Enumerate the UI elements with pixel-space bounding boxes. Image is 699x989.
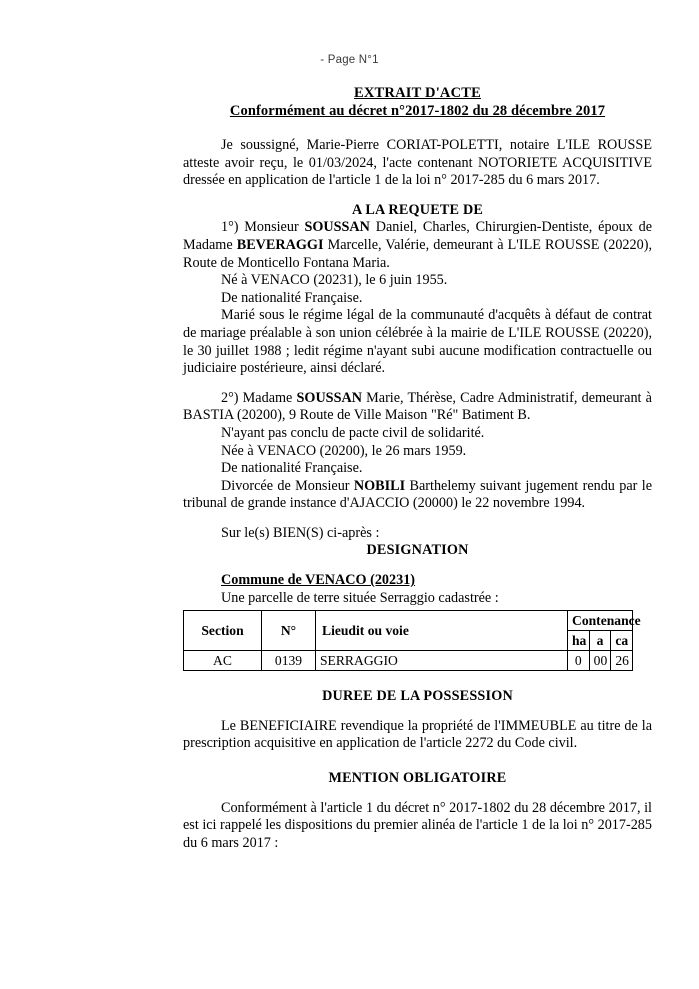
person1-matrimonial-regime: Marié sous le régime légal de la communauté d'acquêts à défaut de contrat de mariage préalable à son union célébrée à la mairie de L'ILE ROUSSE (20220), le 30 juillet 1988 ; ledit régime n'ayant subi aucune modification contractuelle ou judiciaire postérieure, ainsi déclaré. [183, 307, 652, 377]
person1-identity [183, 219, 652, 272]
intro-paragraph: Je soussigné, Marie-Pierre CORIAT-POLETTI, notaire L'ILE ROUSSE atteste avoir reçu, le 01/03/2024, l'acte contenant NOTORIETE ACQUISITIVE dressée en application de l'article 1 de la loi n° 2017-285 du 6 mars 2017. [183, 137, 652, 189]
person2-surname: SOUSSAN [296, 389, 362, 406]
document-body [183, 85, 652, 852]
th-ha: ha [568, 631, 590, 651]
parcel-intro: Une parcelle de terre située Serraggio cadastrée : [221, 589, 499, 606]
person1-birth: Né à VENACO (20231), le 6 juin 1955. [221, 272, 448, 289]
person2-pacs: N'ayant pas conclu de pacte civil de solidarité. [221, 424, 485, 441]
duree-heading: DUREE DE LA POSSESSION [322, 688, 513, 705]
person2-identity [183, 390, 652, 425]
biens-lead: Sur le(s) BIEN(S) ci-après : [221, 524, 380, 541]
table-row [184, 651, 633, 671]
commune-label: Commune de VENACO (20231) [221, 572, 416, 589]
th-section: Section [184, 611, 262, 651]
document-title: EXTRAIT D'ACTE [353, 85, 482, 101]
cell-section: AC [184, 651, 262, 671]
person1-spouse-details: Marcelle, Valérie, demeurant à L'ILE ROUSSE (20220), Route de Monticello Fontana Maria. [183, 236, 652, 271]
person2-divorce-surname: NOBILI [353, 477, 406, 494]
designation-heading: DESIGNATION [366, 542, 469, 559]
parcelles-table [183, 610, 641, 671]
person2-divorce [183, 478, 652, 513]
th-a: a [589, 631, 611, 651]
person2-birth: Née à VENACO (20200), le 26 mars 1959. [221, 442, 467, 459]
parcelles-table-head [184, 611, 641, 651]
person2-marker: 2°) Madame [221, 389, 297, 406]
page-number-label: - Page N°1 [320, 54, 379, 66]
parcelles-table-body [184, 651, 633, 671]
cell-lieudit: SERRAGGIO [316, 651, 568, 671]
person1-nationality: De nationalité Française. [221, 289, 363, 306]
th-ca: ca [611, 631, 633, 651]
person1-marker: 1°) Monsieur [221, 219, 305, 236]
person2-divorce-prefix: Divorcée de Monsieur [221, 477, 354, 494]
duree-paragraph: Le BENEFICIAIRE revendique la propriété de l'IMMEUBLE au titre de la prescription acquisitive en application de l'article 2272 du Code civil. [183, 717, 652, 752]
th-contenance: Contenance [568, 611, 633, 631]
document-subtitle: Conformément au décret n°2017-1802 du 28 décembre 2017 [229, 103, 606, 119]
person1-details: Daniel, Charles, Chirurgien-Dentiste, époux de Madame [183, 219, 653, 253]
th-lieudit: Lieudit ou voie [316, 611, 568, 651]
person2-details: Marie, Thérèse, Cadre Administratif, demeurant à BASTIA (20200), 9 Route de Ville Maison "Ré" Batiment B. [183, 389, 652, 424]
table-header-row-1 [184, 611, 633, 631]
person1-spouse-surname: BEVERAGGI [236, 236, 324, 253]
person2-nationality: De nationalité Française. [221, 460, 363, 477]
person2-divorce-details: Barthelemy suivant jugement rendu par le tribunal de grande instance d'AJACCIO (20000) le 22 novembre 1994. [183, 477, 652, 512]
mention-paragraph: Conformément à l'article 1 du décret n° 2017-1802 du 28 décembre 2017, il est ici rappelé les dispositions du premier alinéa de l'article 1 de la loi n° 2017-285 du 6 mars 2017 : [183, 799, 652, 851]
cell-ca: 26 [611, 651, 633, 671]
cell-numero: 0139 [262, 651, 316, 671]
th-numero: N° [262, 611, 316, 651]
cell-ha: 0 [568, 651, 590, 671]
person1-surname: SOUSSAN [304, 219, 370, 236]
cell-a: 00 [589, 651, 611, 671]
mention-heading: MENTION OBLIGATOIRE [328, 770, 507, 787]
requete-heading: A LA REQUETE DE [351, 201, 484, 218]
